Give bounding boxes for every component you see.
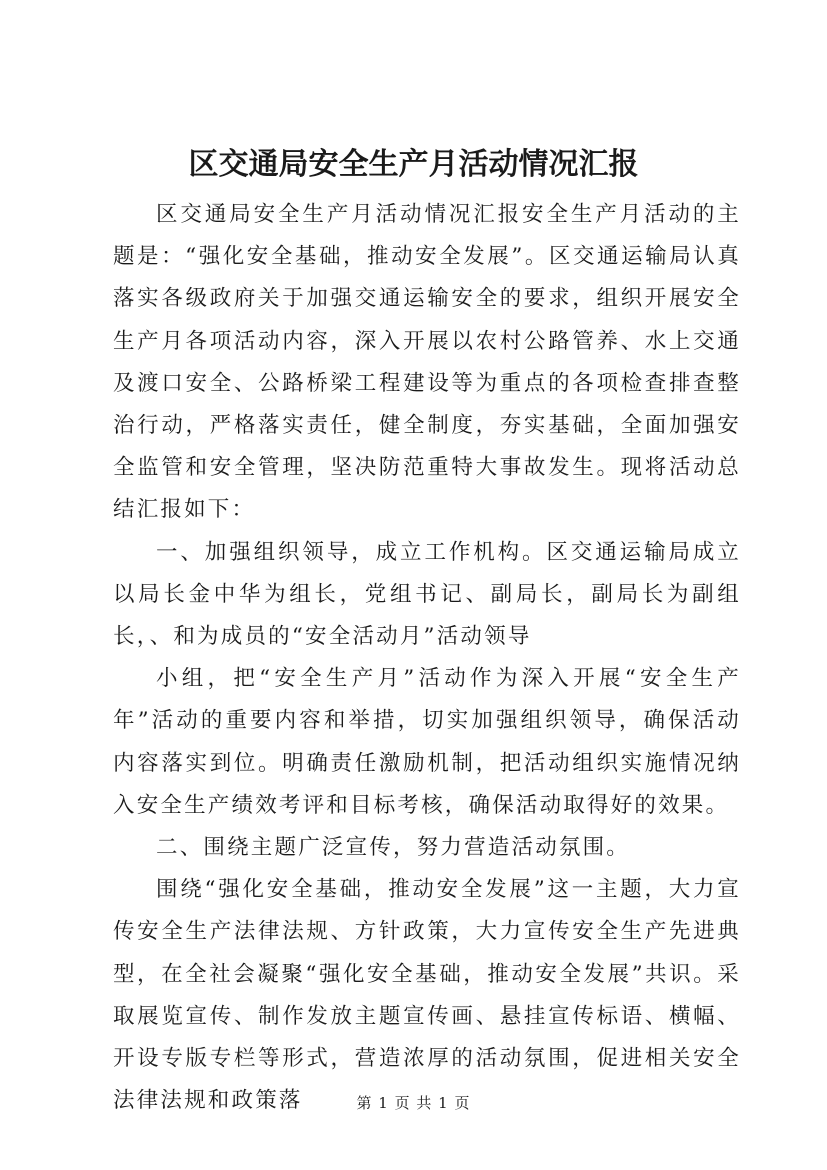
page-number-footer: 第 1 页 共 1 页 [356, 1094, 471, 1112]
paragraph-section-2-body: 围绕“强化安全基础，推动安全发展”这一主题，大力宣传安全生产法律法规、方针政策，大力宣传安全生产先进典型，在全社会凝聚“强化安全基础，推动安全发展”共识。采取展览宣传、制作发放主题宣传画、悬挂宣传标语、横幅、开设专版专栏等形式，营造浓厚的活动氛围，促进相关安全法律法规和政策落 [113, 877, 741, 1114]
paragraph-section-1-body: 小组，把“安全生产月”活动作为深入开展“安全生产年”活动的重要内容和举措，切实加强组织领导，确保活动内容落实到位。明确责任激励机制，把活动组织实施情况纳入安全生产绩效考评和目标考核，确保活动取得好的效果。 [113, 666, 741, 818]
paragraph-section-2-heading: 二、围绕主题广泛宣传，努力营造活动氛围。 [156, 835, 631, 861]
document-title: 区交通局安全生产月活动情况汇报 [188, 147, 639, 182]
paragraph-intro: 区交通局安全生产月活动情况汇报安全生产月活动的主题是：“强化安全基础，推动安全发展”。区交通运输局认真落实各级政府关于加强交通运输安全的要求，组织开展安全生产月各项活动内容，深入开展以农村公路管养、水上交通及渡口安全、公路桥梁工程建设等为重点的各项检查排查整治行动，严格落实责任，健全制度，夯实基础，全面加强安全监管和安全管理，坚决防范重特大事故发生。现将活动总结汇报如下： [113, 202, 741, 523]
document-body [113, 194, 741, 1122]
paragraph-section-1-heading: 一、加强组织领导，成立工作机构。区交通运输局成立以局长金中华为组长，党组书记、副局长，副局长为副组长，、和为成员的“安全活动月”活动领导 [113, 539, 741, 650]
